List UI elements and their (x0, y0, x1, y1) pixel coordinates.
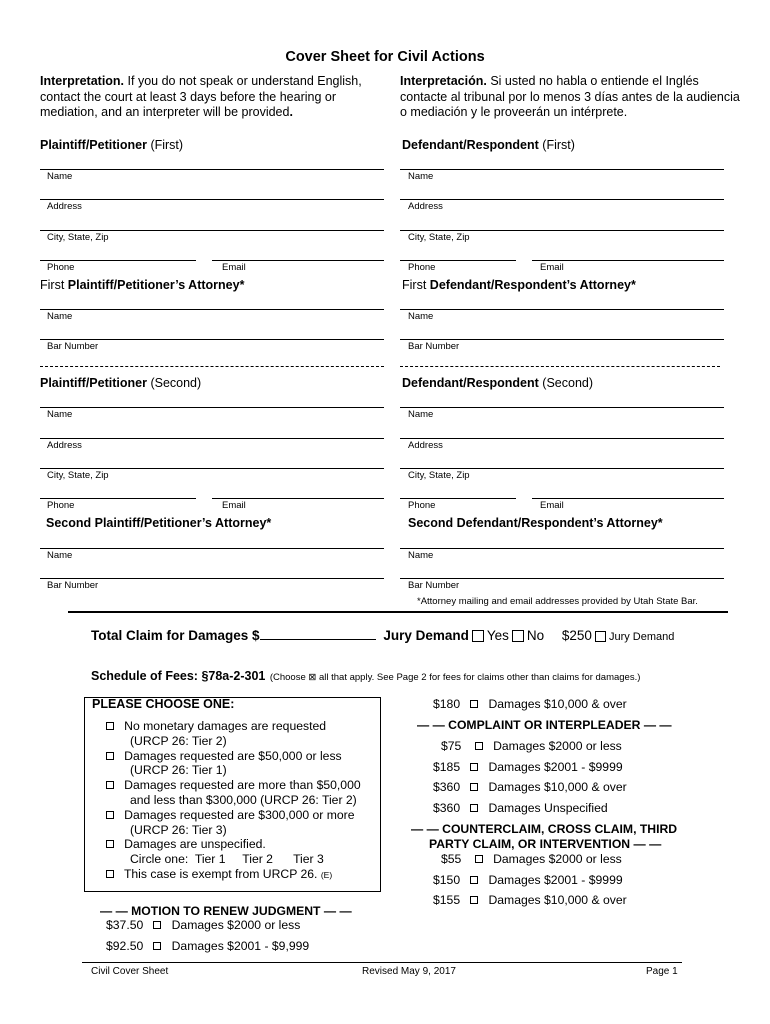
interp-en-l3: mediation, and an interpreter will be provided (40, 105, 290, 119)
p2-email-line[interactable] (212, 498, 384, 499)
plaintiff1-order: (First) (150, 138, 184, 152)
p1-att-bar-line[interactable] (40, 339, 384, 340)
p2-att-name-line[interactable] (40, 548, 384, 549)
p1-phone-label: Phone (47, 262, 75, 273)
plaintiff2-role: Plaintiff/Petitioner (40, 376, 147, 390)
fee-top-amount: $180 (433, 697, 461, 711)
schedule-heading (91, 667, 640, 685)
page-title: Cover Sheet for Civil Actions (285, 49, 485, 65)
complaint-fee-4: $360 (433, 801, 461, 815)
d1-attorney-role: Defendant/Respondent’s Attorney* (429, 278, 636, 292)
d1-att-bar-label: Bar Number (408, 341, 460, 352)
counter-fee-2: $150 (433, 873, 461, 887)
d1-attorney-heading (402, 278, 636, 292)
d1-attorney-prefix: First (402, 278, 427, 292)
complaint-checkbox-4[interactable] (470, 804, 478, 812)
d2-name-label: Name (408, 409, 434, 420)
complaint-desc-3: Damages $10,000 & over (488, 780, 627, 794)
d1-phone-label: Phone (408, 262, 436, 273)
tier2-option[interactable]: Tier 2 (242, 852, 273, 867)
complaint-fee-3: $360 (433, 780, 461, 794)
interp-es-l3: o mediación y le proveerán un intérprete. (400, 105, 628, 119)
d2-att-bar-line[interactable] (400, 578, 724, 579)
p1-attorney-heading (40, 278, 244, 292)
choose-options (106, 719, 376, 883)
complaint-heading: — — COMPLAINT OR INTERPLEADER — — (417, 718, 672, 732)
opt2-text-a: Damages requested are $50,000 or less (124, 748, 342, 763)
fee-row-top (433, 697, 627, 711)
p1-name-line[interactable] (40, 169, 384, 170)
footer-rule (82, 962, 682, 963)
opt6-text: This case is exempt from URCP 26. (123, 866, 318, 881)
counter-row-1 (441, 852, 622, 866)
d2-address-line[interactable] (400, 438, 724, 439)
complaint-row-4 (433, 801, 608, 815)
motion-row-2 (106, 939, 309, 953)
attorney-note: *Attorney mailing and email addresses provided by Utah State Bar. (417, 596, 698, 607)
complaint-checkbox-1[interactable] (475, 742, 483, 750)
plaintiff2-heading (40, 376, 201, 390)
jury-fee-label: Jury Demand (608, 631, 675, 643)
p2-name-label: Name (47, 409, 73, 420)
p2-phone-label: Phone (47, 500, 75, 511)
d2-att-name-line[interactable] (400, 548, 724, 549)
p2-address-line[interactable] (40, 438, 384, 439)
opt2-checkbox[interactable] (106, 752, 114, 760)
interp-en-l1: If you do not speak or understand English, (127, 74, 362, 88)
d1-city-label: City, State, Zip (408, 232, 470, 243)
tier3-option[interactable]: Tier 3 (293, 852, 324, 867)
opt5-checkbox[interactable] (106, 840, 114, 848)
counter-fee-3: $155 (433, 893, 461, 907)
d1-address-line[interactable] (400, 199, 724, 200)
d1-email-label: Email (540, 262, 564, 273)
opt3-text-a: Damages requested are more than $50,000 (124, 778, 361, 793)
d2-name-line[interactable] (400, 407, 724, 408)
plaintiff1-heading (40, 138, 183, 152)
p1-att-bar-label: Bar Number (47, 341, 99, 352)
motion-desc-1: Damages $2000 or less (171, 918, 301, 932)
p1-address-line[interactable] (40, 199, 384, 200)
p2-name-line[interactable] (40, 407, 384, 408)
d1-city-line[interactable] (400, 230, 724, 231)
defendant1-order: (First) (542, 138, 575, 152)
motion-fee-1: $37.50 (106, 918, 144, 932)
d2-email-label: Email (540, 500, 564, 511)
p2-city-line[interactable] (40, 468, 384, 469)
interpretation-en (40, 74, 380, 121)
footer-center: Revised May 9, 2017 (362, 966, 456, 977)
d1-att-bar-line[interactable] (400, 339, 724, 340)
jury-yes-label: Yes (486, 628, 509, 643)
motion-checkbox-1[interactable] (153, 921, 161, 929)
interp-es-l2: contacte al tribunal por lo menos 3 días antes de la audiencia (400, 89, 740, 104)
p1-email-line[interactable] (212, 260, 384, 261)
interp-en-end: . (289, 105, 293, 119)
counter-desc-3: Damages $10,000 & over (488, 893, 627, 907)
p2-att-bar-line[interactable] (40, 578, 384, 579)
complaint-row-3 (433, 780, 627, 794)
counter-row-2 (433, 873, 623, 887)
p2-city-label: City, State, Zip (47, 470, 109, 481)
complaint-desc-1: Damages $2000 or less (493, 739, 622, 753)
fee-top-desc: Damages $10,000 & over (488, 697, 627, 711)
p1-email-label: Email (222, 262, 246, 273)
plaintiff2-order: (Second) (150, 376, 202, 390)
defendant2-heading (402, 376, 593, 390)
opt3-text-b: and less than $300,000 (URCP 26: Tier 2) (130, 792, 357, 807)
p1-phone-line[interactable] (40, 260, 196, 261)
p1-name-label: Name (47, 171, 73, 182)
fee-top-checkbox[interactable] (470, 700, 478, 708)
interp-en-l2: contact the court at least 3 days before the hearing or (40, 89, 337, 104)
motion-fee-2: $92.50 (106, 939, 144, 953)
counterclaim-heading-2: PARTY CLAIM, OR INTERVENTION — — (429, 837, 662, 851)
d2-phone-line[interactable] (400, 498, 516, 499)
defendant1-heading (402, 138, 575, 152)
opt1-checkbox[interactable] (106, 722, 114, 730)
complaint-checkbox-3[interactable] (470, 783, 478, 791)
d1-name-line[interactable] (400, 169, 724, 170)
d2-att-name-label: Name (408, 550, 434, 561)
p1-att-name-line[interactable] (40, 309, 384, 310)
d2-address-label: Address (408, 440, 443, 451)
d2-city-label: City, State, Zip (408, 470, 470, 481)
complaint-desc-4: Damages Unspecified (488, 801, 608, 815)
complaint-fee-2: $185 (433, 760, 461, 774)
complaint-fee-1: $75 (441, 739, 462, 753)
opt4-checkbox[interactable] (106, 811, 114, 819)
jury-fee-checkbox[interactable] (595, 631, 606, 642)
footer-page: Page 1 (646, 966, 678, 977)
p2-attorney-heading: Second Plaintiff/Petitioner’s Attorney* (46, 516, 272, 530)
d1-address-label: Address (408, 201, 443, 212)
p2-att-bar-label: Bar Number (47, 580, 99, 591)
complaint-desc-2: Damages $2001 - $9999 (488, 760, 623, 774)
interpretation-es (400, 74, 760, 121)
opt2-text-b: (URCP 26: Tier 1) (130, 763, 227, 778)
jury-yes-checkbox[interactable] (472, 630, 484, 642)
opt1-text-a: No monetary damages are requested (124, 719, 327, 733)
d2-city-line[interactable] (400, 468, 724, 469)
motion-row-1 (106, 918, 300, 932)
jury-fee: $250 (561, 628, 592, 643)
interp-es-label: Interpretación. (400, 74, 487, 88)
d1-att-name-line[interactable] (400, 309, 724, 310)
counter-checkbox-1[interactable] (475, 855, 483, 863)
p1-address-label: Address (47, 201, 82, 212)
d1-att-name-label: Name (408, 311, 434, 322)
p2-email-label: Email (222, 500, 246, 511)
p2-phone-line[interactable] (40, 498, 196, 499)
claim-row (91, 627, 674, 643)
motion-desc-2: Damages $2001 - $9,999 (171, 939, 310, 953)
divider-right (400, 366, 720, 367)
jury-no-checkbox[interactable] (512, 630, 524, 642)
counterclaim-heading-1: — — COUNTERCLAIM, CROSS CLAIM, THIRD (411, 822, 678, 836)
opt6-e: (E) (320, 869, 333, 880)
schedule-note: (Choose ⊠ all that apply. See Page 2 for fees for claims other than claims for damages.) (269, 672, 641, 683)
interp-en-label: Interpretation. (40, 74, 125, 88)
complaint-row-1 (441, 739, 622, 753)
d2-phone-label: Phone (408, 500, 436, 511)
interp-es-l1: Si usted no habla o entiende el Inglés (490, 74, 699, 88)
jury-demand-label: Jury Demand (383, 628, 469, 643)
choose-heading: PLEASE CHOOSE ONE: (92, 697, 235, 711)
counter-desc-1: Damages $2000 or less (493, 852, 622, 866)
divider-left (40, 366, 384, 367)
d2-attorney-heading: Second Defendant/Respondent’s Attorney* (408, 516, 663, 530)
p2-address-label: Address (47, 440, 82, 451)
p1-attorney-role: Plaintiff/Petitioner’s Attorney* (67, 278, 245, 292)
opt4-text-b: (URCP 26: Tier 3) (130, 822, 227, 837)
d2-email-line[interactable] (532, 498, 724, 499)
d1-email-line[interactable] (532, 260, 724, 261)
section-divider (68, 611, 728, 613)
d1-phone-line[interactable] (400, 260, 516, 261)
total-claim-label: Total Claim for Damages $ (91, 628, 260, 643)
opt4-text-a: Damages requested are $300,000 or more (124, 807, 355, 822)
circle-one-label: Circle one: (130, 852, 189, 867)
d2-att-bar-label: Bar Number (408, 580, 460, 591)
total-claim-input[interactable] (260, 627, 376, 640)
opt1-text-b: (URCP 26: Tier 2) (130, 733, 227, 748)
defendant2-order: (Second) (542, 376, 594, 390)
complaint-checkbox-2[interactable] (470, 763, 478, 771)
d1-name-label: Name (408, 171, 434, 182)
tier-circle-row (106, 852, 376, 867)
p1-city-label: City, State, Zip (47, 232, 109, 243)
schedule-label: Schedule of Fees: §78a-2-301 (91, 669, 266, 683)
motion-checkbox-2[interactable] (153, 942, 161, 950)
opt3-checkbox[interactable] (106, 781, 114, 789)
plaintiff1-role: Plaintiff/Petitioner (40, 138, 147, 152)
jury-no-label: No (526, 628, 545, 643)
counter-checkbox-3[interactable] (470, 896, 478, 904)
counter-checkbox-2[interactable] (470, 876, 478, 884)
counter-desc-2: Damages $2001 - $9999 (488, 873, 623, 887)
complaint-row-2 (433, 760, 623, 774)
counter-fee-1: $55 (441, 852, 462, 866)
defendant1-role: Defendant/Respondent (402, 138, 539, 152)
footer-left: Civil Cover Sheet (91, 966, 169, 977)
tier1-option[interactable]: Tier 1 (194, 852, 226, 867)
defendant2-role: Defendant/Respondent (402, 376, 539, 390)
p1-attorney-prefix: First (40, 278, 65, 292)
motion-heading: — — MOTION TO RENEW JUDGMENT — — (100, 904, 352, 918)
opt6-checkbox[interactable] (106, 870, 114, 878)
p1-att-name-label: Name (47, 311, 73, 322)
p2-att-name-label: Name (47, 550, 73, 561)
opt5-text-a: Damages are unspecified. (124, 837, 266, 852)
counter-row-3 (433, 893, 627, 907)
p1-city-line[interactable] (40, 230, 384, 231)
